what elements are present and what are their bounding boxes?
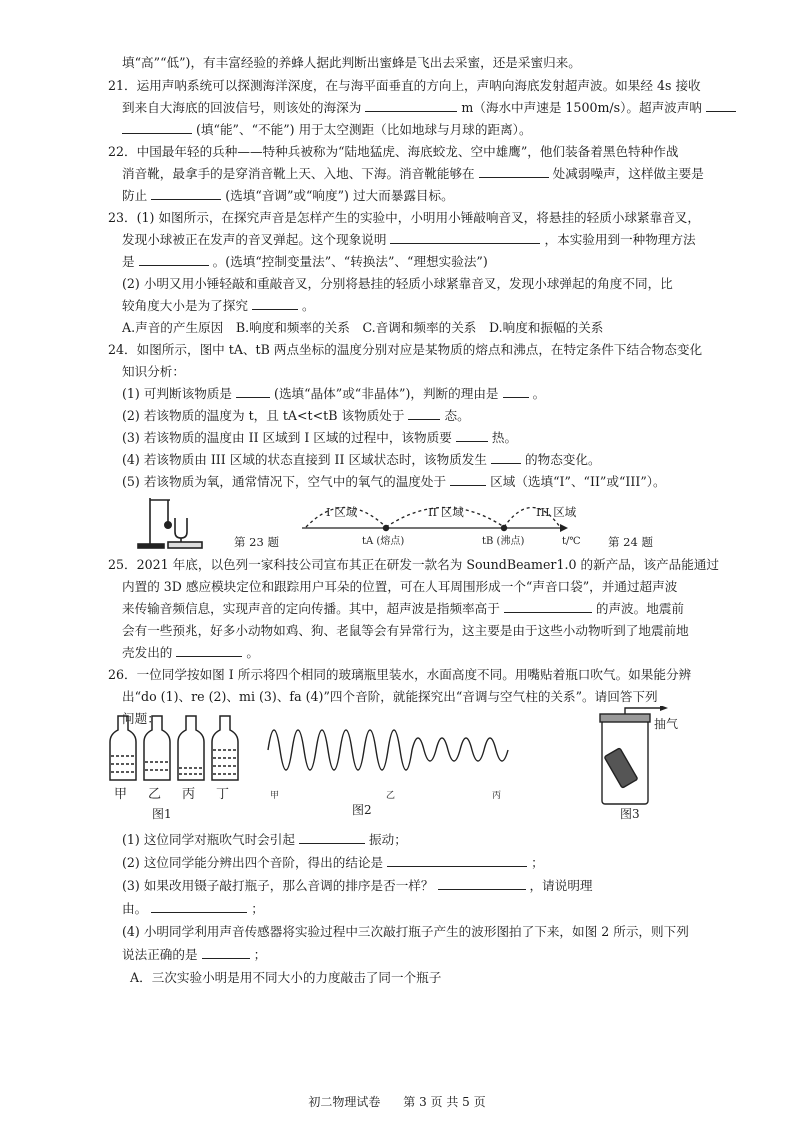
waveform-line xyxy=(268,730,508,770)
text-line: 填“高”“低”)，有丰富经验的养蜂人据此判断出蜜蜂是飞出去采蜜，还是采蜜归来。 xyxy=(122,55,581,70)
text: ； xyxy=(251,901,264,916)
text: (选填“音调”或“响度”) 过大而暴露目标。 xyxy=(225,188,454,203)
tB-label: tB (沸点) xyxy=(482,536,525,547)
text: (2) 若该物质的温度为 t，且 tA<t<tB 该物质处于 xyxy=(122,408,405,423)
pump-label: 抽气 xyxy=(654,717,679,731)
answer-blank[interactable] xyxy=(365,97,457,112)
question-24-sub1 xyxy=(122,383,742,404)
answer-blank[interactable] xyxy=(456,427,488,442)
question-25-line4: 会有一些预兆，好多小动物如鸡、狗、老鼠等会有异常行为，这主要是由于这些小动物听到了地震前地 xyxy=(122,623,689,638)
question-26-sub4: (4) 小明同学利用声音传感器将实验过程中三次敲打瓶子产生的波形图拍了下来，如图 2 所示，则下列 xyxy=(122,924,689,939)
page-footer xyxy=(0,1092,794,1113)
text: 区域（选填“I”、“II”或“III”）。 xyxy=(490,474,666,489)
answer-blank[interactable] xyxy=(202,944,250,959)
question-23-line5 xyxy=(122,295,742,316)
question-26-sub3 xyxy=(122,875,742,896)
question-24-sub4 xyxy=(122,449,742,470)
wave-label-yi: 乙 xyxy=(386,791,396,801)
wave-label-bing: 丙 xyxy=(492,791,502,801)
question-26-sub2 xyxy=(122,852,742,873)
region-3-label: III 区域 xyxy=(536,505,577,519)
figure-3-caption: 图3 xyxy=(620,807,640,821)
text: 态。 xyxy=(444,408,470,423)
answer-blank[interactable] xyxy=(438,875,526,890)
axis-unit-label: t/℃ xyxy=(562,536,581,547)
question-26-sub1 xyxy=(122,829,742,850)
text: 说法正确的是 xyxy=(122,947,198,962)
answer-blank[interactable] xyxy=(504,598,592,613)
bottle-label-yi: 乙 xyxy=(148,787,162,802)
answer-blank[interactable] xyxy=(706,97,736,112)
region-1-label: I 区域 xyxy=(326,505,358,519)
text: 防止 xyxy=(122,188,148,203)
question-25-line3 xyxy=(122,598,742,619)
text: (1) 可判断该物质是 xyxy=(122,386,232,401)
text: (5) 若该物质为氧，通常情况下，空气中的氧气的温度处于 xyxy=(122,474,447,489)
bottle-label-jia: 甲 xyxy=(114,787,128,802)
text: 。 xyxy=(301,298,315,313)
bottles-figure xyxy=(110,716,238,780)
question-21-line2 xyxy=(122,97,742,118)
figure-23-caption: 第 23 题 xyxy=(234,535,279,549)
answer-blank[interactable] xyxy=(387,852,527,867)
answer-blank[interactable] xyxy=(450,471,486,486)
text: 振动； xyxy=(369,832,407,847)
question-26-line1: 26．一位同学按如图 I 所示将四个相同的玻璃瓶里装水，水面高度不同。用嘴贴着瓶口吹气。如果能分辨 xyxy=(108,667,692,682)
text: 发现小球被正在发声的音叉弹起。这个现象说明 xyxy=(122,232,387,247)
text: ，本实验用到一种物理方法 xyxy=(544,232,696,247)
text: 是 xyxy=(122,254,135,269)
text: 。 xyxy=(246,645,259,660)
question-23-line1: 23．(1) 如图所示，在探究声音是怎样产生的实验中，小明用小锤敲响音叉，将悬挂的轻质小球紧靠音叉， xyxy=(108,210,700,225)
question-21-line1: 21．运用声呐系统可以探测海洋深度，在与海平面垂直的方向上，声呐向海底发射超声波。如果经 4s 接收 xyxy=(108,78,701,93)
text: (选填“晶体”或“非晶体”)，判断的理由是 xyxy=(274,386,499,401)
tuning-fork-stand-figure xyxy=(138,498,202,548)
answer-blank[interactable] xyxy=(252,295,298,310)
question-23-line2 xyxy=(122,229,742,250)
figure-23-24 xyxy=(130,494,690,552)
question-23-line4: (2) 小明又用小锤轻敲和重敲音叉，分别将悬挂的轻质小球紧靠音叉，发现小球弹起的角度不同，比 xyxy=(122,276,673,291)
text: 。(选填“控制变量法”、“转换法”、“理想实验法”) xyxy=(212,254,488,269)
text: 由。 xyxy=(122,901,148,916)
text: 到来自大海底的回波信号，则该处的海深为 xyxy=(122,100,362,115)
text: m（海水中声速是 1500m/s）。超声波声呐 xyxy=(461,100,702,115)
question-24-sub5 xyxy=(122,471,742,492)
question-26-sub4b xyxy=(122,944,742,965)
text: (4) 若该物质由 III 区域的状态直接到 II 区域状态时，该物质发生 xyxy=(122,452,487,467)
text: (2) 这位同学能分辨出四个音阶，得出的结论是 xyxy=(122,855,384,870)
figure-2-caption: 图2 xyxy=(352,803,372,817)
text: ； xyxy=(531,855,544,870)
text: 的声波。地震前 xyxy=(595,601,684,616)
text: (1) 这位同学对瓶吹气时会引起 xyxy=(122,832,295,847)
text: 消音靴，最拿手的是穿消音靴上天、入地、下海。消音靴能够在 xyxy=(122,166,475,181)
question-22-line3 xyxy=(122,185,742,206)
footer-page-number: 第 3 页 共 5 页 xyxy=(403,1095,486,1109)
question-26-sub3b xyxy=(122,898,742,919)
question-23-line3 xyxy=(122,251,742,272)
question-24-line1: 24．如图所示，图中 tA、tB 两点坐标的温度分别对应是某物质的熔点和沸点，在特定条件下结合物态变化 xyxy=(108,342,703,357)
text: (填“能”、“不能”) 用于太空测距（比如地球与月球的距离）。 xyxy=(196,122,532,137)
text: (3) 如果改用镊子敲打瓶子，那么音调的排序是否一样？ xyxy=(122,878,434,893)
text: 。 xyxy=(532,386,546,401)
figure-26 xyxy=(100,706,700,824)
question-25-line2: 内置的 3D 感应模块定位和跟踪用户耳朵的位置，可在人耳周围形成一个“声音口袋”，并通过超声波 xyxy=(122,579,678,594)
tA-label: tA (熔点) xyxy=(362,536,405,547)
answer-blank[interactable] xyxy=(491,449,521,464)
text: 热。 xyxy=(491,430,518,445)
question-24-line2: 知识分析： xyxy=(122,364,185,379)
question-25-line5 xyxy=(122,642,742,663)
answer-blank[interactable] xyxy=(299,829,365,844)
question-24-sub2 xyxy=(122,405,742,426)
question-26-line3: 问题： xyxy=(122,711,160,726)
text: 壳发出的 xyxy=(122,645,173,660)
answer-blank[interactable] xyxy=(479,163,549,178)
figure-24-caption: 第 24 题 xyxy=(608,535,653,549)
answer-blank[interactable] xyxy=(236,383,270,398)
text: ； xyxy=(253,947,267,962)
answer-blank[interactable] xyxy=(390,229,540,244)
answer-blank[interactable] xyxy=(503,383,529,398)
answer-blank[interactable] xyxy=(151,185,221,200)
figure-1-caption: 图1 xyxy=(152,807,172,821)
wave-label-jia: 甲 xyxy=(270,791,280,801)
text: 来传输音频信息，实现声音的定向传播。其中，超声波是指频率高于 xyxy=(122,601,500,616)
question-24-sub3 xyxy=(122,427,742,448)
bottle-label-ding: 丁 xyxy=(216,787,230,802)
question-26-option-a: A．三次实验小明是用不同大小的力度敲击了同一个瓶子 xyxy=(130,970,442,985)
text: (3) 若该物质的温度由 II 区域到 I 区域的过程中，该物质要 xyxy=(122,430,452,445)
answer-blank[interactable] xyxy=(176,642,242,657)
text: 较角度大小是为了探究 xyxy=(122,298,248,313)
region-2-label: II 区域 xyxy=(428,505,464,519)
question-23-options: A.声音的产生原因 B.响度和频率的关系 C.音调和频率的关系 D.响度和振幅的关系 xyxy=(122,320,604,335)
answer-blank[interactable] xyxy=(151,898,247,913)
answer-blank[interactable] xyxy=(139,251,209,266)
question-26-line2: 出“do (1)、re (2)、mi (3)、fa (4)”四个音阶，就能探究出“音调与空气柱的关系”。请回答下列 xyxy=(122,689,658,704)
question-22-line1: 22．中国最年轻的兵种——特种兵被称为“陆地猛虎、海底蛟龙、空中雄鹰”，他们装备着黑色特种作战 xyxy=(108,144,679,159)
text: 处减弱噪声，这样做主要是 xyxy=(552,166,704,181)
answer-blank[interactable] xyxy=(408,405,440,420)
question-21-line3 xyxy=(122,119,742,140)
question-25-line1: 25．2021 年底，以色列一家科技公司宣布其正在研发一款名为 SoundBeamer1.0 的新产品，该产品能通过 xyxy=(108,557,720,572)
bottle-label-bing: 丙 xyxy=(182,787,196,802)
text: ，请说明理 xyxy=(529,878,593,893)
footer-subject: 初二物理试卷 xyxy=(308,1095,381,1109)
question-22-line2 xyxy=(122,163,742,184)
answer-blank[interactable] xyxy=(122,119,192,134)
text: 的物态变化。 xyxy=(525,452,601,467)
